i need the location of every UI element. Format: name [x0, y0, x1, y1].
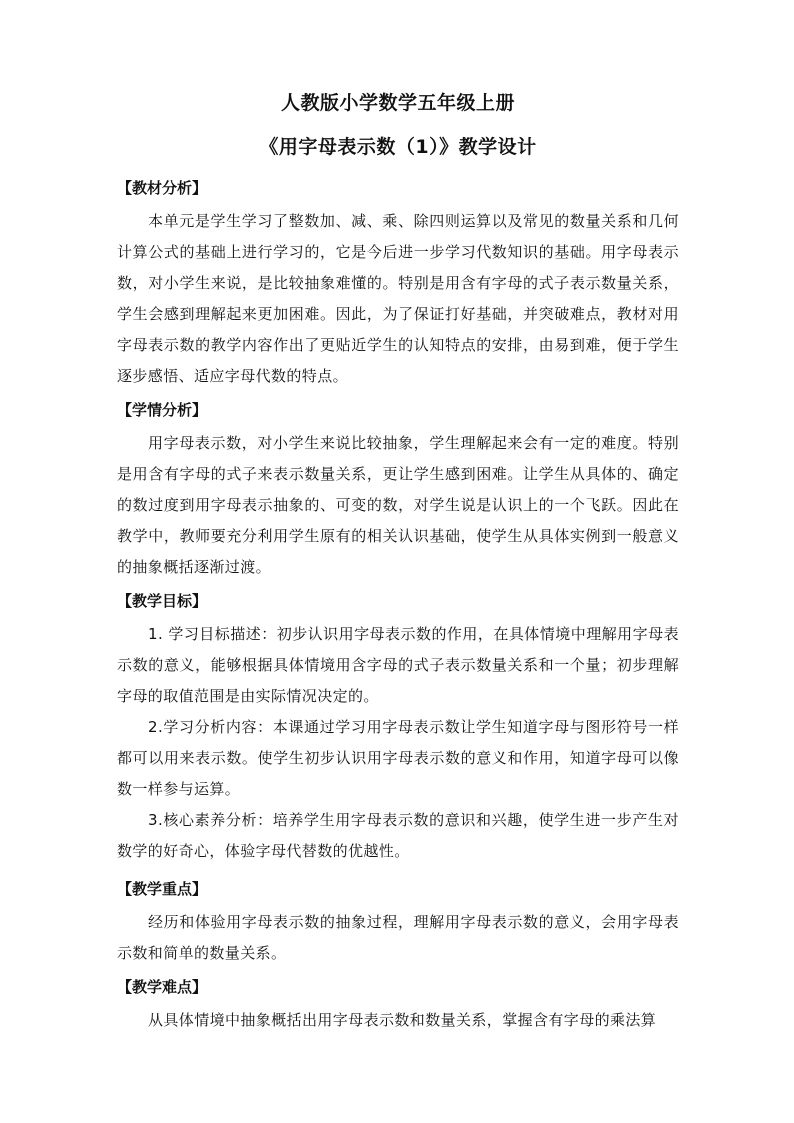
paragraph: 本单元是学生学习了整数加、减、乘、除四则运算以及常见的数量关系和几何计算公式的基础上进行学习的，它是今后进一步学习代数知识的基础。用字母表示数，对小学生来说，是比较抽象难懂的。特别是用含有字母的式子表示数量关系，学生会感到理解起来更加困难。因此，为了保证打好基础，并突破难点，教材对用字母表示数的教学内容作出了更贴近学生的认知特点的安排，由易到难，便于学生逐步感悟、适应字母代数的特点。 [117, 212, 679, 385]
section-textbook-analysis [117, 178, 679, 392]
section-heading: 【学情分析】 [117, 401, 208, 419]
paragraph: 经历和体验用字母表示数的抽象过程，理解用字母表示数的意义，会用字母表示数和简单的数量关系。 [117, 913, 679, 962]
section-heading: 【教学目标】 [117, 592, 208, 610]
document-page [117, 92, 679, 1036]
section-heading: 【教学难点】 [117, 978, 208, 996]
section-difficult-points [117, 977, 679, 1036]
document-subtitle: 《用字母表示数（1）》教学设计 [259, 136, 537, 158]
section-key-points [117, 879, 679, 969]
paragraph: 用字母表示数，对小学生来说比较抽象，学生理解起来会有一定的难度。特别是用含有字母的式子来表示数量关系，更让学生感到困难。让学生从具体的、确定的数过度到用字母表示抽象的、可变的数，对学生说是认识上的一个飞跃。因此在教学中，教师要充分利用学生原有的相关认识基础，使学生从具体实例到一般意义的抽象概括逐渐过渡。 [117, 434, 679, 576]
document-title: 人教版小学数学五年级上册 [280, 92, 515, 114]
paragraph: 从具体情境中抽象概括出用字母表示数和数量关系，掌握含有字母的乘法算 [148, 1011, 657, 1029]
section-student-analysis [117, 400, 679, 583]
paragraph: 3.核心素养分析：培养学生用字母表示数的意识和兴趣，使学生进一步产生对数学的好奇心，体验字母代替数的优越性。 [117, 811, 679, 860]
paragraph: 2.学习分析内容：本课通过学习用字母表示数让学生知道字母与图形符号一样都可以用来表示数。使学生初步认识用字母表示数的意义和作用，知道字母可以像数一样参与运算。 [117, 718, 679, 798]
paragraph: 1. 学习目标描述：初步认识用字母表示数的作用，在具体情境中理解用字母表示数的意义，能够根据具体情境用含字母的式子表示数量关系和一个量；初步理解字母的取值范围是由实际情况决定的。 [117, 625, 679, 705]
section-heading: 【教材分析】 [117, 179, 208, 197]
section-heading: 【教学重点】 [117, 880, 208, 898]
section-teaching-goals [117, 591, 679, 867]
